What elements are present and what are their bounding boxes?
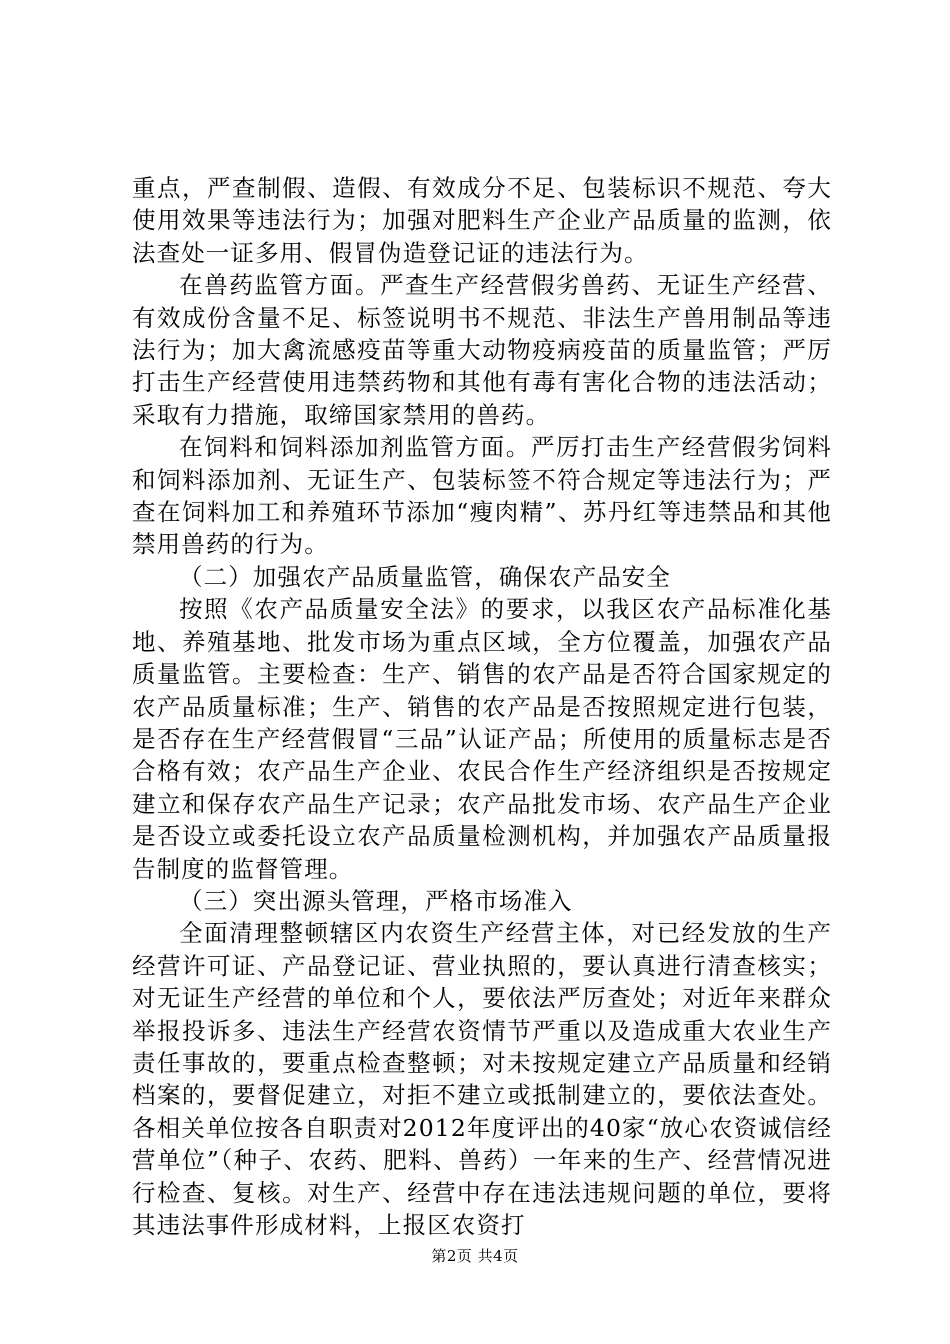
- section-heading-2: （二）加强农产品质量监管，确保农产品安全: [179, 562, 671, 591]
- page-number: 第2页 共4页: [431, 1247, 519, 1265]
- paragraph-veterinary-drugs: 在兽药监管方面。严查生产经营假劣兽药、无证生产经营、有效成份含量不足、标签说明书不规范、非法生产兽用制品等违法行为；加大禽流感疫苗等重大动物疫病疫苗的质量监管；严厉打击生产经营使用违禁药物和其他有毒有害化合物的违法活动；采取有力措施，取缔国家禁用的兽药。: [132, 271, 832, 429]
- document-body: [132, 172, 832, 1241]
- paragraph-source-management: 全面清理整顿辖区内农资生产经营主体，对已经发放的生产经营许可证、产品登记证、营业执照的，要认真进行清查核实；对无证生产经营的单位和个人，要依法严厉查处；对近年来群众举报投诉多、违法生产经营农资情节严重以及造成重大农业生产责任事故的，要重点检查整顿；对未按规定建立产品质量和经销档案的，要督促建立，对拒不建立或抵制建立的，要依法查处。各相关单位按各自职责对2012年度评出的40家“放心农资诚信经营单位”（种子、农药、肥料、兽药）一年来的生产、经营情况进行检查、复核。对生产、经营中存在违法违规问题的单位，要将其违法事件形成材料，上报区农资打: [132, 919, 832, 1239]
- page-footer: [0, 1246, 950, 1266]
- paragraph-feed-additives: 在饲料和饲料添加剂监管方面。严厉打击生产经营假劣饲料和饲料添加剂、无证生产、包装标签不符合规定等违法行为；严查在饲料加工和养殖环节添加“瘦肉精”、苏丹红等违禁品和其他禁用兽药的行为。: [132, 433, 832, 559]
- paragraph-continued: 重点，严查制假、造假、有效成分不足、包装标识不规范、夸大使用效果等违法行为；加强对肥料生产企业产品质量的监测，依法查处一证多用、假冒伪造登记证的违法行为。: [132, 174, 832, 267]
- paragraph-product-quality: 按照《农产品质量安全法》的要求，以我区农产品标准化基地、养殖基地、批发市场为重点区域，全方位覆盖，加强农产品质量监管。主要检查：生产、销售的农产品是否符合国家规定的农产品质量标准；生产、销售的农产品是否按照规定进行包装，是否存在生产经营假冒“三品”认证产品；所使用的质量标志是否合格有效；农产品生产企业、农民合作生产经济组织是否按规定建立和保存农产品生产记录；农产品批发市场、农产品生产企业是否设立或委托设立农产品质量检测机构，并加强农产品质量报告制度的监督管理。: [132, 595, 832, 883]
- section-heading-3: （三）突出源头管理，严格市场准入: [179, 886, 573, 915]
